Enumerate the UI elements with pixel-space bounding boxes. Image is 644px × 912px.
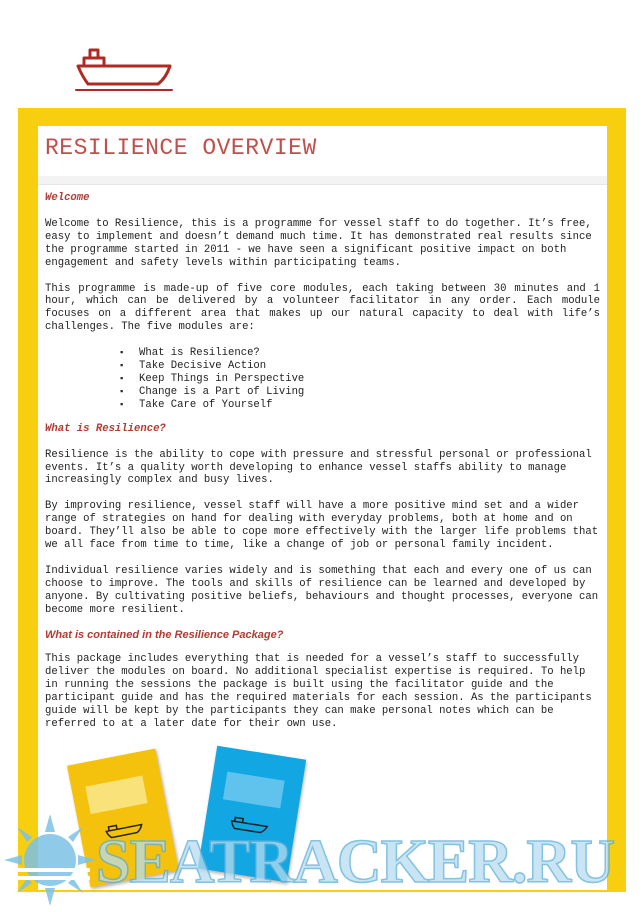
welcome-paragraph-2: This programme is made-up of five core modules, each taking between 30 minutes and 1 hour, which can be delivered by a volunteer facilitator in any order. Each module focuses on a different area that makes up our natural capacity to deal with life’s challenges. The five modules are: xyxy=(45,282,600,334)
title-divider xyxy=(38,176,607,185)
what-heading: What is Resilience? xyxy=(45,422,166,435)
ship-logo-icon xyxy=(74,44,174,92)
list-item: ▪ Take Care of Yourself xyxy=(119,399,600,412)
list-item: ▪ Change is a Part of Living xyxy=(119,386,600,399)
package-heading: What is contained in the Resilience Package? xyxy=(45,628,284,641)
welcome-heading: Welcome xyxy=(45,192,90,204)
list-item: ▪ What is Resilience? xyxy=(119,347,600,360)
list-item: ▪ Keep Things in Perspective xyxy=(119,373,600,386)
module-list xyxy=(45,347,600,412)
what-paragraph-3: Individual resilience varies widely and is something that each and every one of us can choose to improve. The tools and skills of resilience can be learned and developed by anyone. By cultivating positive beliefs, behaviours and thought processes, everyone can become more resilient. xyxy=(45,564,599,616)
package-paragraph-1: This package includes everything that is needed for a vessel’s staff to successfully deliver the modules on board. No additional specialist expertise is required. To help in running the sessions the package is built using the facilitator guide and the participant guide and has the required materials for each session. As the participants guide will be kept by the participants they can make personal notes which can be referred to at a later date for their own use. xyxy=(45,653,592,730)
list-item: ▪ Take Decisive Action xyxy=(119,360,600,373)
welcome-paragraph-1: Welcome to Resilience, this is a programme for vessel staff to do together. It’s free, easy to implement and doesn’t demand much time. It has demonstrated real results since the programme started in 2011 - we have seen a significant positive impact on both engagement and safety levels within participating teams. xyxy=(45,217,592,269)
book-label xyxy=(223,772,285,809)
document-body xyxy=(45,192,600,731)
book-label xyxy=(85,776,147,815)
sun-icon xyxy=(0,810,100,910)
what-paragraph-1: Resilience is the ability to cope with pressure and stressful personal or professional events. It’s a quality worth developing to enhance vessel staffs ability to manage increasingly complex and busy lives. xyxy=(45,448,592,487)
watermark-text: SEATRACKER.RU xyxy=(96,828,615,896)
page-title: RESILIENCE OVERVIEW xyxy=(45,135,317,161)
what-paragraph-2: By improving resilience, vessel staff will have a more positive mind set and a wider range of strategies on hand for dealing with everyday problems, both at home and on board. They’ll also be able to cope more effectively with the larger life problems that we all face from time to time, like a change of job or personal family incident. xyxy=(45,500,599,552)
